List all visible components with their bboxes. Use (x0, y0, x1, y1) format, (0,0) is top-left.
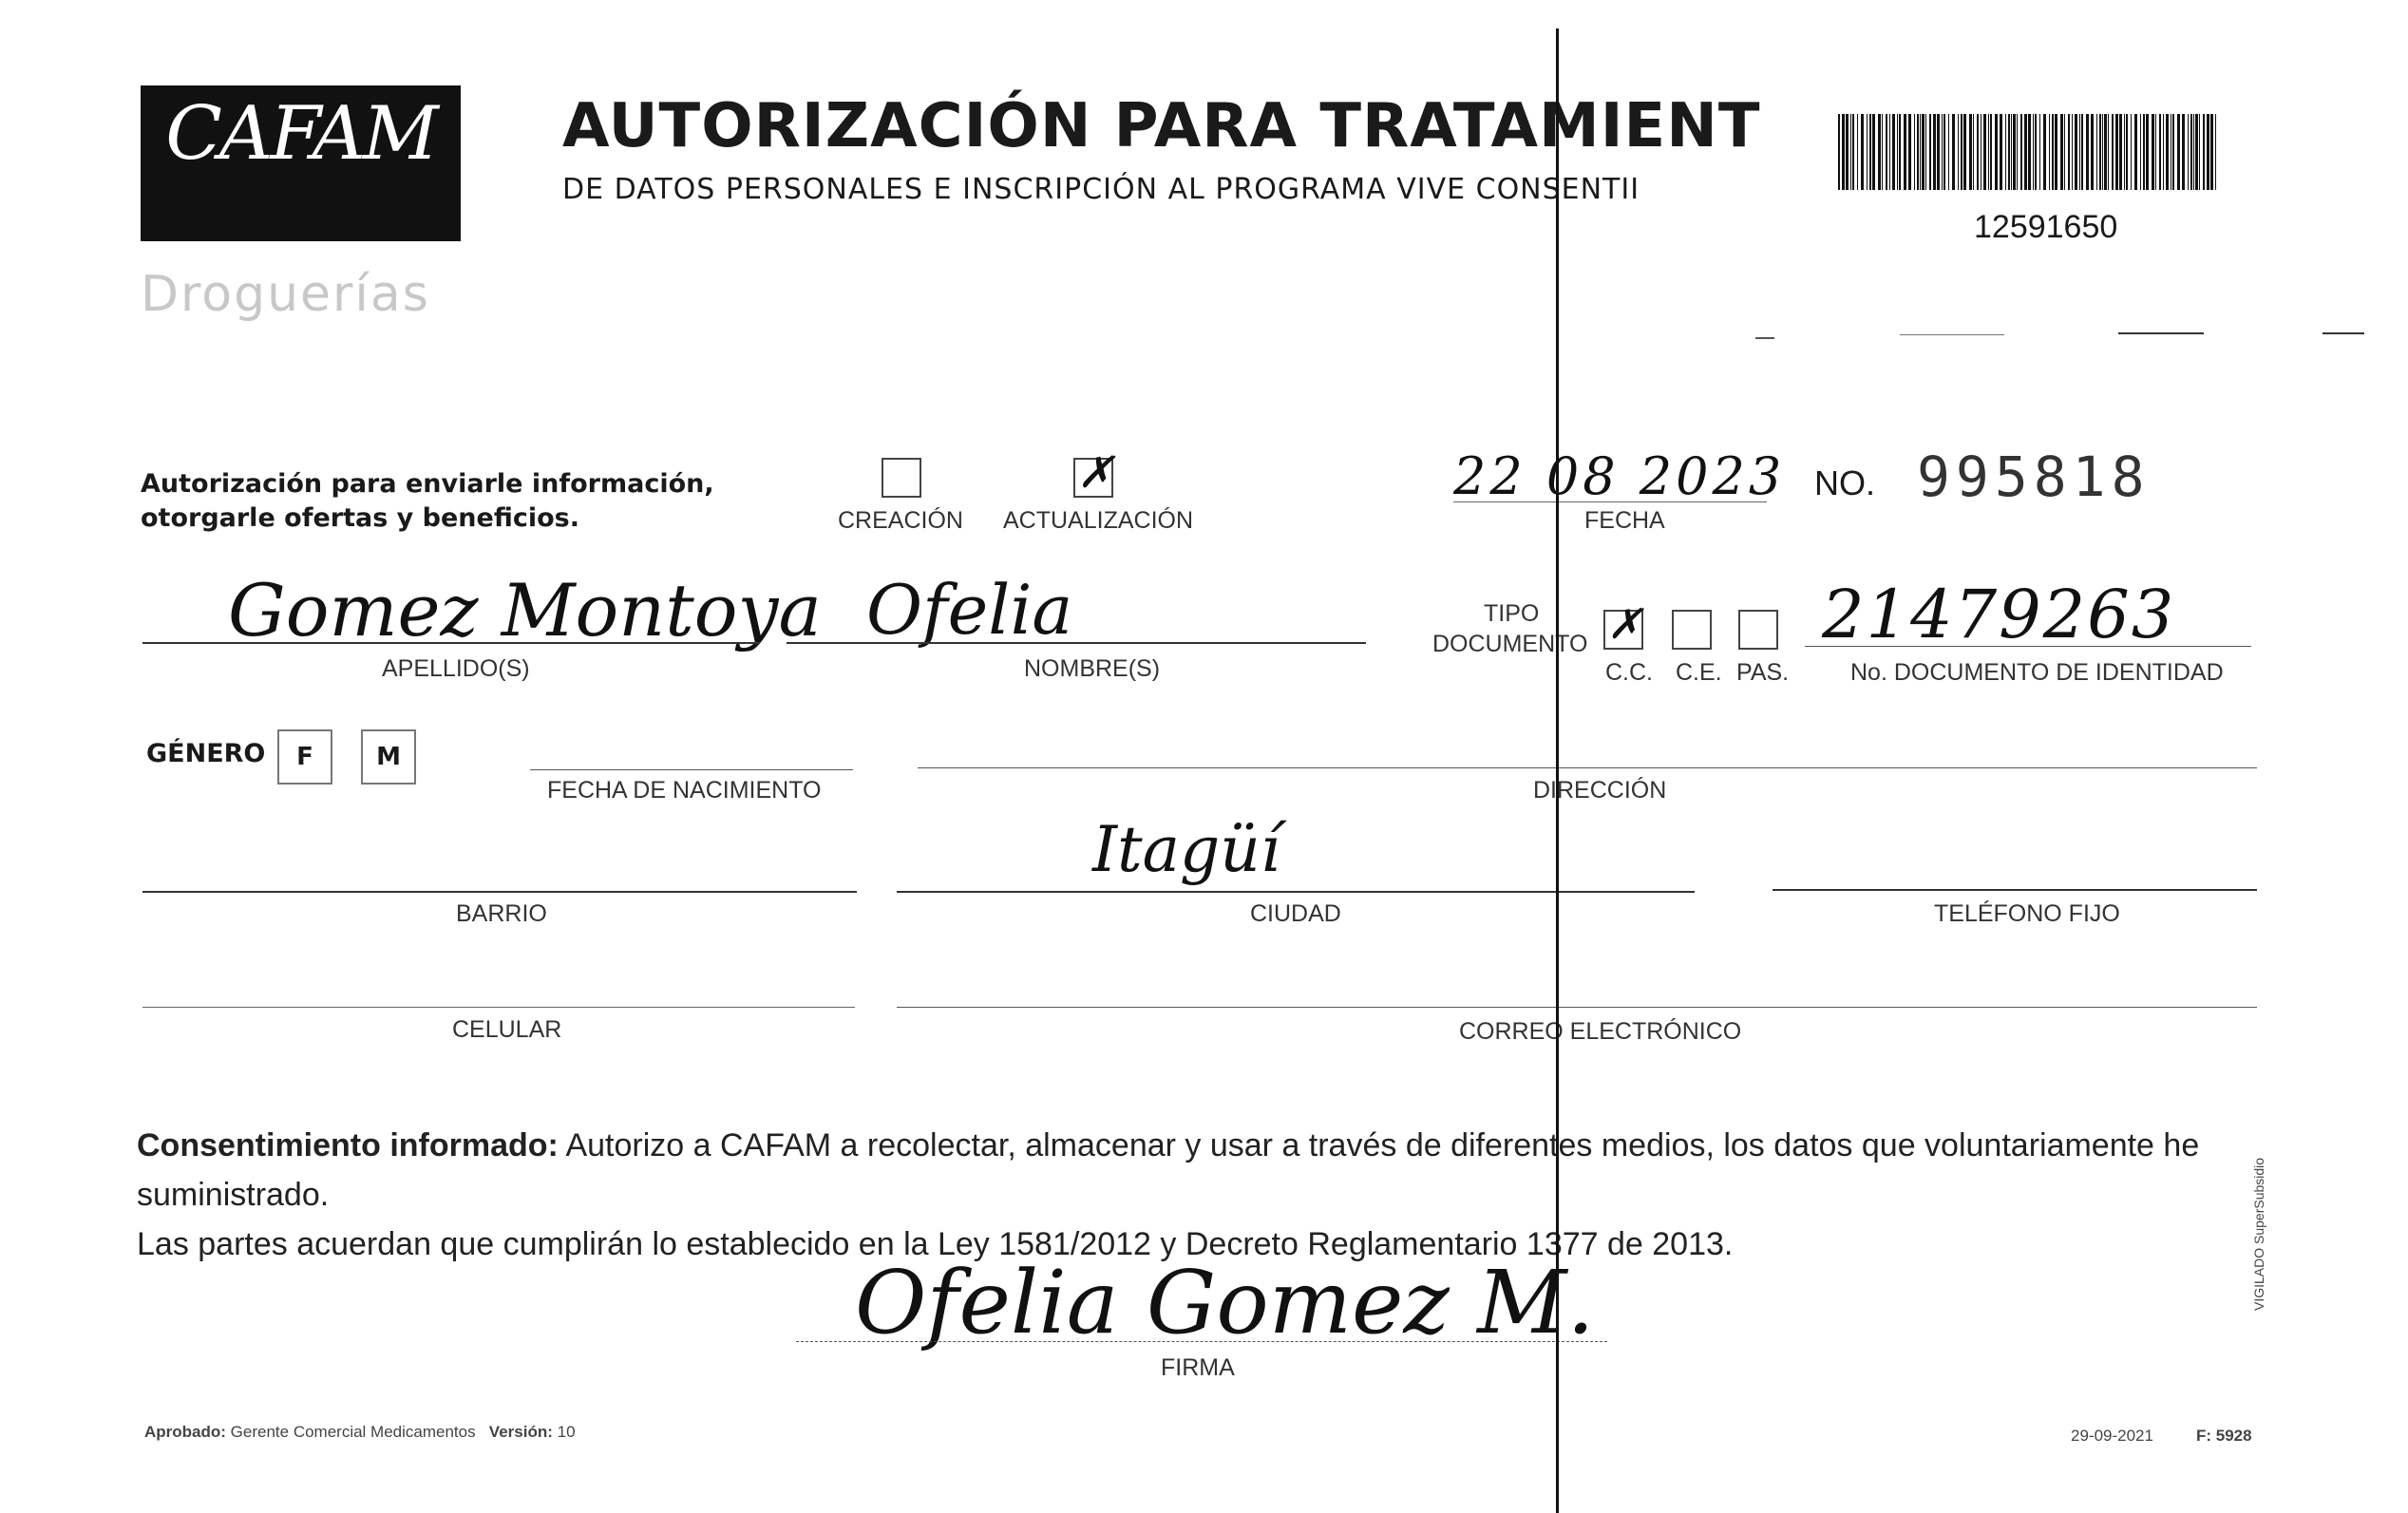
apellido-label: APELLIDO(S) (382, 655, 530, 682)
scan-vertical-line (1556, 28, 1559, 1513)
creacion-label: CREACIÓN (838, 507, 963, 534)
actualizacion-label: ACTUALIZACIÓN (1003, 507, 1194, 534)
nombre-label: NOMBRE(S) (1024, 655, 1161, 682)
authorization-text-line1: Autorización para enviarle información, (141, 469, 714, 499)
fecha-label: FECHA (1584, 507, 1665, 534)
no-label: NO. (1814, 463, 1876, 502)
aprobado-label: Aprobado: (144, 1423, 226, 1441)
footer-date: 29-09-2021 (2071, 1427, 2153, 1445)
correo-label: CORREO ELECTRÓNICO (1459, 1018, 1742, 1045)
cafam-logo-text: CAFAM (165, 91, 436, 177)
checkmark-icon: ✗ (1607, 600, 1642, 649)
creacion-checkbox[interactable] (882, 458, 921, 498)
genero-m-box[interactable]: M (361, 729, 416, 785)
checkmark-icon: ✗ (1077, 446, 1114, 498)
ciudad-value: Itagüí (1092, 813, 1280, 886)
cc-checkbox[interactable] (1603, 600, 1643, 650)
signature: Ofelia Gomez M. (855, 1252, 1595, 1353)
consent-paragraph (137, 1121, 2265, 1269)
form-subtitle: DE DATOS PERSONALES E INSCRIPCIÓN AL PROGRAMA VIVE CONSENTII (562, 173, 1640, 206)
genero-label: GÉNERO (146, 739, 266, 768)
documento-value: 21479263 (1822, 576, 2176, 653)
documento-label: DOCUMENTO (1432, 631, 1588, 657)
ciudad-label: CIUDAD (1250, 900, 1341, 927)
vigilado-side-text: VIGILADO SuperSubsidio (2251, 1157, 2266, 1311)
celular-label: CELULAR (452, 1016, 562, 1043)
fecha-value: 22 08 2023 (1453, 446, 1786, 506)
cc-label: C.C. (1605, 659, 1653, 686)
version-label: Versión: (488, 1423, 553, 1441)
aprobado-value: Gerente Comercial Medicamentos (230, 1423, 476, 1441)
form-code: F: 5928 (2196, 1427, 2252, 1445)
consent-heading: Consentimiento informado: (137, 1127, 559, 1163)
tipo-label: TIPO (1484, 600, 1540, 627)
pas-checkbox[interactable] (1738, 610, 1778, 650)
logo-subtitle: Droguerías (141, 266, 430, 323)
documento-identidad-label: No. DOCUMENTO DE IDENTIDAD (1850, 659, 2224, 686)
genero-f-box[interactable]: F (277, 729, 332, 785)
ce-checkbox[interactable] (1672, 610, 1712, 650)
fecha-nacimiento-label: FECHA DE NACIMIENTO (547, 777, 822, 804)
nombre-value: Ofelia (866, 570, 1073, 650)
aprobado-footer (144, 1423, 576, 1442)
firma-label: FIRMA (1161, 1354, 1235, 1381)
telefono-label: TELÉFONO FIJO (1934, 900, 2120, 927)
apellido-value: Gomez Montoya (228, 568, 822, 652)
actualizacion-checkbox[interactable] (1073, 446, 1114, 498)
consent-text-1: Autorizo a CAFAM a recolectar, almacenar y usar a través de diferentes medios, los datos que voluntariamente he suministrado. (137, 1127, 2200, 1213)
barcode-number: 12591650 (1974, 209, 2118, 245)
form-title: AUTORIZACIÓN PARA TRATAMIENT (562, 91, 1761, 161)
authorization-text-line2: otorgarle ofertas y beneficios. (141, 503, 579, 533)
barcode-image (1838, 114, 2218, 190)
direccion-label: DIRECCIÓN (1533, 777, 1667, 804)
consent-text-2: Las partes acuerdan que cumplirán lo establecido en la Ley 1581/2012 y Decreto Reglamentario 1377 de 2013. (137, 1226, 1734, 1262)
ce-label: C.E. (1676, 659, 1722, 686)
serial-number: 995818 (1917, 444, 2151, 509)
pas-label: PAS. (1736, 659, 1790, 686)
barrio-label: BARRIO (456, 900, 547, 927)
version-value: 10 (557, 1423, 576, 1441)
